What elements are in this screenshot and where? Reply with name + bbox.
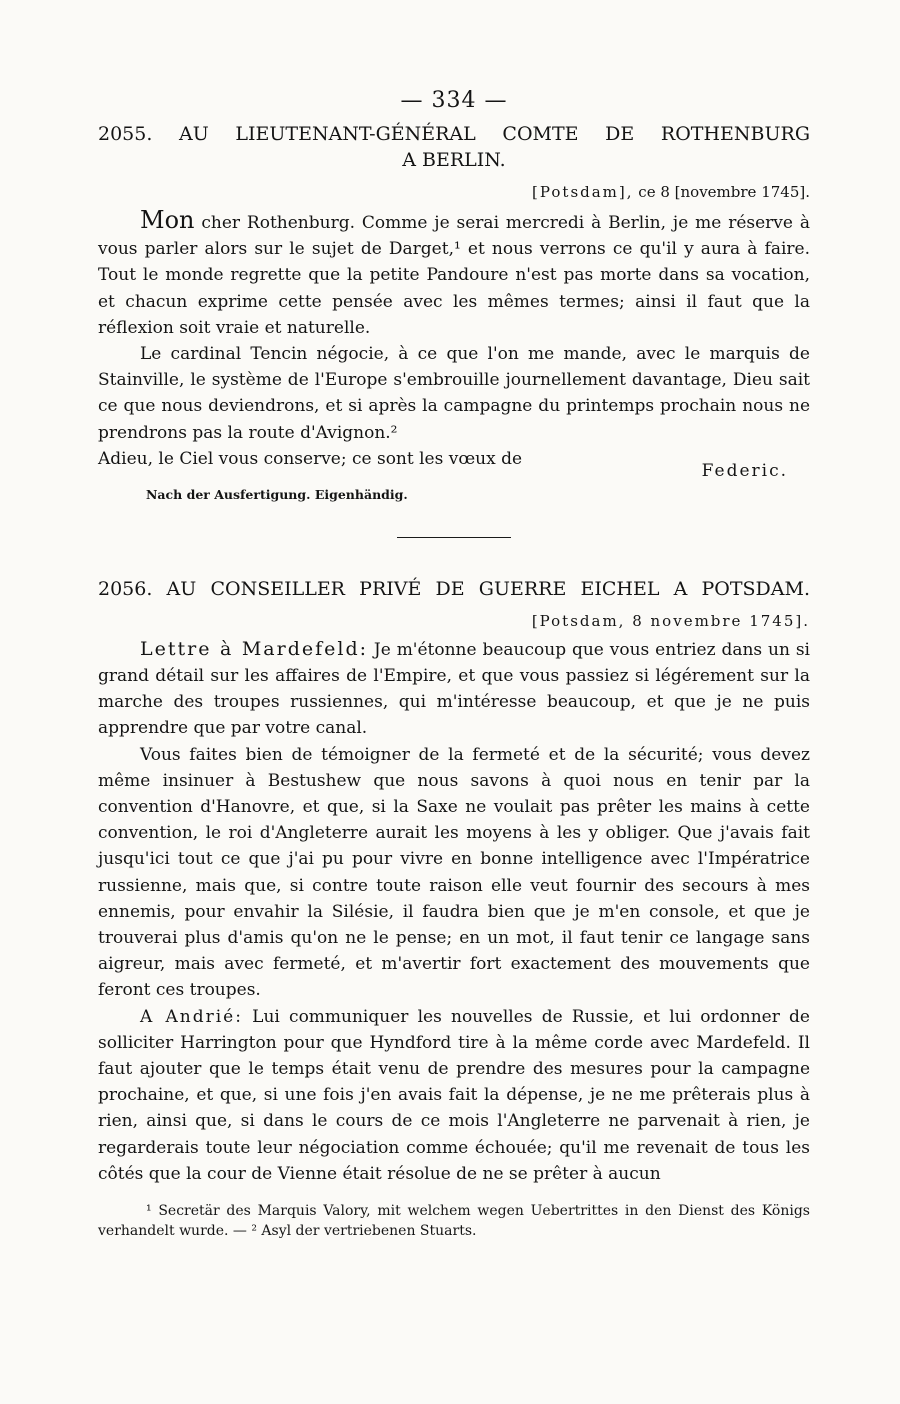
letter-2055-heading-line2: A BERLIN. xyxy=(402,149,506,171)
letter-2055-heading-line1: 2055. AU LIEUTENANT-GÉNÉRAL COMTE DE ROTHENBURG xyxy=(98,123,810,145)
letter-2056-paragraph-3-lead: A Andrié: xyxy=(140,1006,243,1027)
letter-2055-paragraph-1 xyxy=(98,207,810,341)
letter-2056-paragraph-3 xyxy=(98,1004,810,1187)
letter-2056-paragraph-1 xyxy=(98,636,810,742)
page-number-value: 334 xyxy=(431,88,477,113)
book-page xyxy=(98,88,810,1241)
letter-2055-heading xyxy=(98,121,810,173)
letter-2055-paragraph-1-text: cher Rothenburg. Comme je serai mercredi à Berlin, je me réserve à vous parler alors sur le sujet de Darget,¹ et nous verrons ce qu'il y aura à faire. Tout le monde regrette que la petite Pandoure n'est pas morte dans sa vocation, et chacun exprime cette pensée avec les mêmes termes; ainsi il faut que la réflexion soit vraie et naturelle. xyxy=(98,213,810,338)
page-number: — 334 — xyxy=(400,88,508,113)
letter-2055-first-word: Mon xyxy=(140,206,195,234)
letter-2055-dateline xyxy=(98,181,810,203)
letter-2056-paragraph-3-text: Lui communiquer les nouvelles de Russie, et lui ordonner de solliciter Harrington pour que Hyndford tire à la même corde avec Mardefeld. Il faut ajouter que le temps était venu de prendre des mesures pour la campagne prochaine, et que, si une fois j'en avais fait la dépense, je ne me prêterais plus à rien, ainsi que, si dans le cours de ce mois l'Angleterre ne parvenait à rien, je regarderais toute leur négociation comme échouée; qu'il me revenait de tous les côtés que la cour de Vienne était résolue de ne se prêter à aucun xyxy=(98,1006,810,1184)
footnotes: ¹ Secretär des Marquis Valory, mit welchem wegen Uebertrittes in den Dienst des Königs verhandelt wurde. — ² Asyl der vertriebenen Stuarts. xyxy=(98,1203,810,1240)
letter-2056-paragraph-1-lead: Lettre à Mardefeld: xyxy=(140,637,369,660)
letter-2055-paragraph-2: Le cardinal Tencin négocie, à ce que l'on me mande, avec le marquis de Stainville, le système de l'Europe s'embrouille journellement davantage, Dieu sait ce que nous deviendrons, et si après la campagne du printemps prochain nous ne prendrons pas la route d'Avignon.² xyxy=(98,344,810,443)
letter-2055-closing: Adieu, le Ciel vous conserve; ce sont les vœux de xyxy=(98,448,523,469)
letter-2056-paragraph-2: Vous faites bien de témoigner de la fermeté et de la sécurité; vous devez même insinuer à Bestushew que nous savons à quoi nous en tenir par la convention d'Hanovre, et que, si la Saxe ne voulait pas prêter les mains à cette convention, le roi d'Angleterre aurait les moyens à les y obliger. Que j'avais fait jusqu'ici tout ce que j'ai pu pour vivre en bonne intelligence avec l'Impératrice russienne, mais que, si contre toute raison elle veut fournir des secours à mes ennemis, pour envahir la Silésie, il faudra bien que je m'en console, et que je trouverai plus d'amis qu'on ne le pense; en un mot, il faut tenir ce langage sans aigreur, mais avec fermeté, et m'avertir fort exactement des mouvements que feront ces troupes. xyxy=(98,744,810,1001)
section-divider xyxy=(397,537,511,538)
letter-2055-closing-line xyxy=(98,446,810,481)
letter-2055-source-note: Nach der Ausfertigung. Eigenhändig. xyxy=(146,486,408,502)
letter-2055-dateline-rest: ce 8 [novembre 1745]. xyxy=(633,183,810,201)
letter-2056-dateline-text: [Potsdam, 8 novembre 1745]. xyxy=(531,611,810,630)
letter-2055-signature: Federic. xyxy=(701,460,788,481)
letter-2056-dateline xyxy=(98,610,810,632)
letter-2056-heading: 2056. AU CONSEILLER PRIVÉ DE GUERRE EICHEL A POTSDAM. xyxy=(98,577,810,600)
letter-2056-paragraph-1-text: Je m'étonne beaucoup que vous entriez dans un si grand détail sur les affaires de l'Empire, et que vous passiez si légérement sur la marche des troupes russiennes, qui m'intéresse beaucoup, et que je ne puis apprendre que par votre canal. xyxy=(98,639,810,739)
letter-2055-dateline-place: [Potsdam], xyxy=(532,183,634,201)
